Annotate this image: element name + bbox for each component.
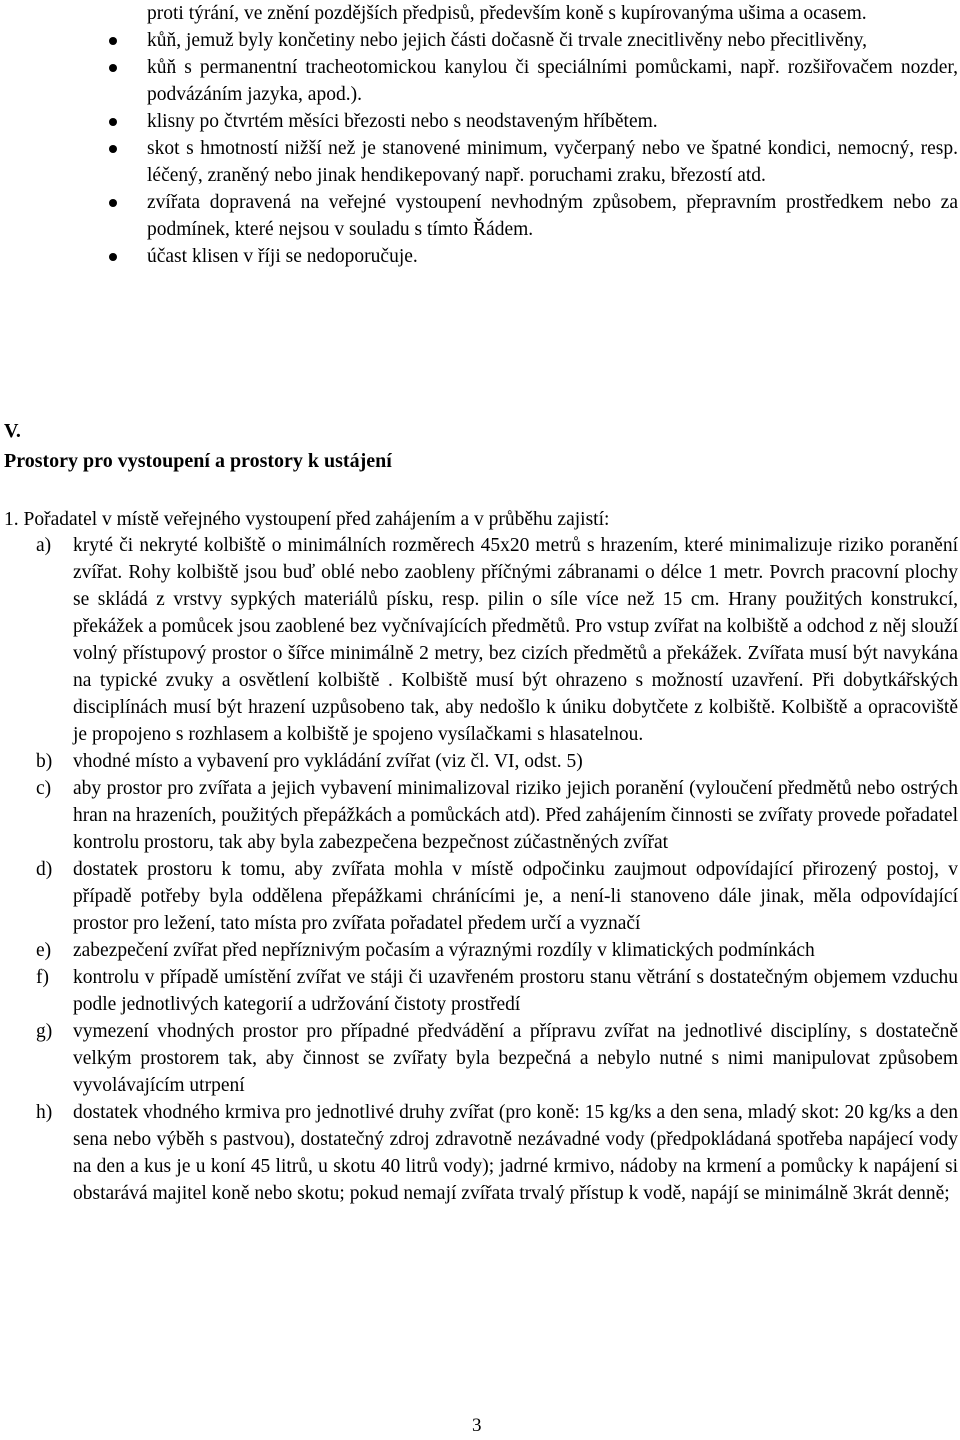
item-text: dostatek vhodného krmiva pro jednotlivé druhy zvířat (pro koně: 15 kg/ks a den sena, mladý skot: 20 kg/ks a den sena nebo výběh s pastvou), dostatečný zdroj zdravotně nezávadné vody (předpokládaná spotřeba napájecí vody na den a kus je u koní 45 litrů, u skotu 40 litrů vody); jadrné krmivo, nádoby na krmení a pomůcky k napájení si obstarává majitel koně nebo skotu; pokud nemají zvířata trvalý přístup k vodě, napájí se minimálně 3krát denně; [73, 1102, 958, 1204]
bullet-item [106, 189, 958, 243]
bullet-item [106, 0, 958, 27]
item-text: vhodné místo a vybavení pro vykládání zvířat (viz čl. VI, odst. 5) [73, 751, 583, 772]
lettered-list [36, 532, 958, 1207]
bullet-text: kůň, jemuž byly končetiny nebo jejich části dočasně či trvale znecitlivěny nebo přecitlivěny, [147, 30, 867, 51]
list-item [36, 748, 958, 775]
item-label: h) [36, 1102, 53, 1123]
item-text: dostatek prostoru k tomu, aby zvířata mohla v místě odpočinku zaujmout odpovídající přirozený postoj, v případě potřeby byla oddělena přepážkami chránícími je, a není-li stanoveno dále jinak, měla odpovídající prostor pro ležení, tato místa pro zvířata pořadatel předem určí a vyznačí [73, 859, 958, 934]
bullet-dot-icon [109, 64, 117, 72]
item-text: aby prostor pro zvířata a jejich vybavení minimalizoval riziko jejich poranění (vyloučení předmětů nebo ostrých hran na hrazeních, použitých přepážkách a pomůckách atd). Před zahájením činnosti se zvířaty provede pořadatel kontrolu prostoru, tak aby byla zabezpečena bezpečnost zúčastněných zvířat [73, 778, 958, 853]
item-text: kontrolu v případě umístění zvířat ve stáji či uzavřeném prostoru stanu větrání s dostatečným objemem vzduchu podle jednotlivých kategorií a udržování čistoty prostředí [73, 967, 958, 1015]
item-text: vymezení vhodných prostor pro případné předvádění a přípravu zvířat na jednotlivé disciplíny, s dostatečně velkým prostorem tak, aby činnost se zvířaty byla bezpečná a nebylo nutné s nimi manipulovat způsobem vyvolávajícím utrpení [73, 1021, 958, 1096]
item-label: a) [36, 535, 52, 556]
item-label: g) [36, 1021, 53, 1042]
bullet-text: kůň s permanentní tracheotomickou kanylou či speciálními pomůckami, např. rozšiřovačem nozder, podvázáním jazyka, apod.). [147, 57, 958, 105]
bullet-text: skot s hmotností nižší než je stanovené minimum, vyčerpaný nebo ve špatné kondici, nemocný, resp. léčený, zraněný nebo jinak hendikepovaný např. poruchami zraku, březostí atd. [147, 138, 958, 186]
list-item [36, 856, 958, 937]
bullet-item [106, 108, 958, 135]
item-text: zabezpečení zvířat před nepříznivým počasím a výraznými rozdíly v klimatických podmínkách [73, 940, 815, 961]
bullet-item [106, 27, 958, 54]
page-number: 3 [472, 1415, 482, 1436]
bullet-dot-icon [109, 199, 117, 207]
bullet-item [106, 243, 958, 270]
bullet-item [106, 135, 958, 189]
bullet-text: proti týrání, ve znění pozdějších předpisů, především koně s kupírovanýma ušima a ocasem. [147, 3, 867, 24]
list-item [36, 964, 958, 1018]
list-item [36, 532, 958, 748]
bullet-list [106, 0, 958, 270]
item-label: d) [36, 859, 53, 880]
list-item [36, 937, 958, 964]
bullet-dot-icon [109, 145, 117, 153]
bullet-dot-icon [109, 253, 117, 261]
intro-paragraph: 1. Pořadatel v místě veřejného vystoupení před zahájením a v průběhu zajistí: [4, 509, 610, 530]
item-label: f) [36, 967, 49, 988]
list-item [36, 1099, 958, 1207]
section-number: V. [4, 420, 21, 442]
bullet-dot-icon [109, 118, 117, 126]
item-text: kryté či nekryté kolbiště o minimálních rozměrech 45x20 metrů s hrazením, které minimalizuje riziko poranění zvířat. Rohy kolbiště jsou buď oblé nebo zaobleny příčnými zábranami o délce 1 metr. Povrch pracovní plochy se skládá z vrstvy sypkých materiálů písku, resp. pilin o síle více než 15 cm. Hrany použitých konstrukcí, překážek a pomůcek jsou zaoblené bez vyčnívajících předmětů. Pro vstup zvířat na kolbiště a odchod z něj slouží volný přístupový prostor o šířce minimálně 2 metry, bez cizích předmětů a překážek. Zvířata musí být navykána na typické zvuky a osvětlení kolbiště . Kolbiště musí být ohrazeno s možností uzavření. Při dobytkářských disciplínách musí být hrazení uzpůsobeno tak, aby nedošlo k úniku dobytčete z kolbiště. Kolbiště a opracoviště je propojeno s rozhlasem a kolbiště je spojeno vysílačkami s hlasatelnou. [73, 535, 958, 745]
bullet-item [106, 54, 958, 108]
bullet-text: zvířata dopravená na veřejné vystoupení nevhodným způsobem, přepravním prostředkem nebo za podmínek, které nejsou v souladu s tímto Řádem. [147, 192, 958, 240]
list-item [36, 1018, 958, 1099]
bullet-text: klisny po čtvrtém měsíci březosti nebo s neodstaveným hříbětem. [147, 111, 658, 132]
bullet-text: účast klisen v říji se nedoporučuje. [147, 246, 418, 267]
item-label: c) [36, 778, 52, 799]
section-title: Prostory pro vystoupení a prostory k ustájení [4, 450, 392, 472]
item-label: e) [36, 940, 52, 961]
bullet-dot-icon [109, 37, 117, 45]
item-label: b) [36, 751, 53, 772]
list-item [36, 775, 958, 856]
